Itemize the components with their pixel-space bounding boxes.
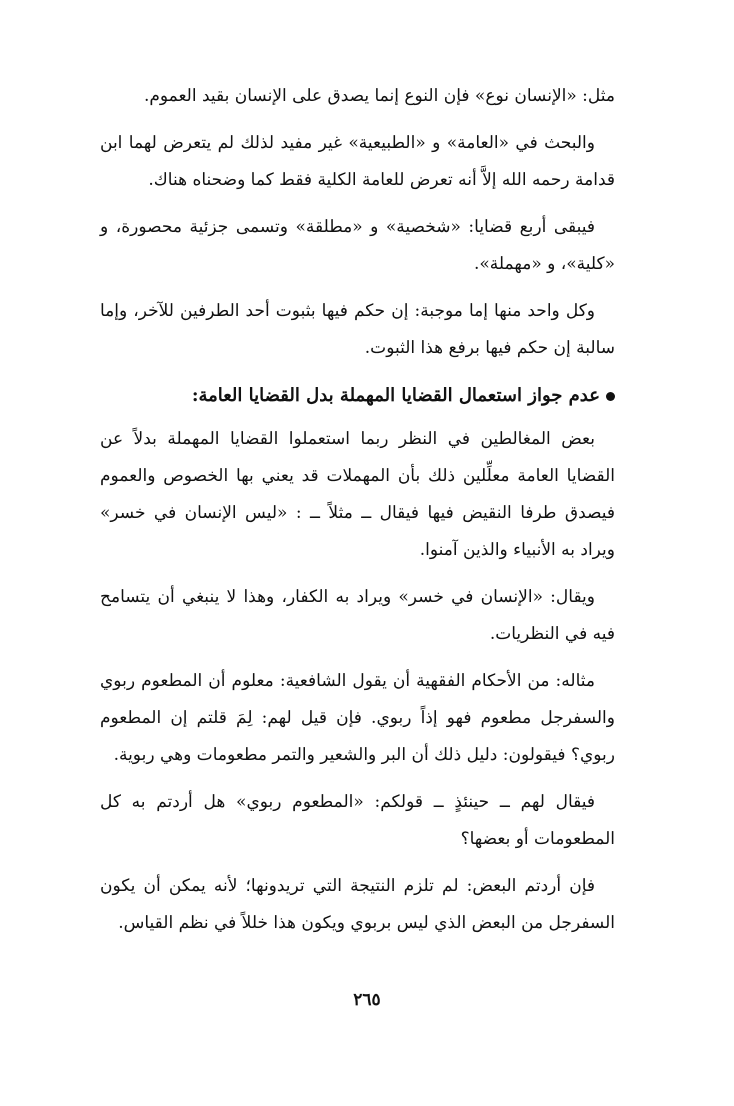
paragraph-sophists bbox=[100, 421, 615, 569]
paragraph-four-propositions-text: فيبقى أربع قضايا: «شخصية» و «مطلقة» وتسمى جزئية محصورة، و «كلية»، و «مهملة». bbox=[100, 217, 615, 274]
page-number: ٢٦٥ bbox=[353, 990, 381, 1010]
section-heading bbox=[100, 377, 615, 415]
paragraph-disbelievers-text: ويقال: «الإنسان في خسر» ويراد به الكفار، وهذا لا ينبغي أن يتسامح فيه في النظريات. bbox=[100, 587, 615, 644]
paragraph-disbelievers bbox=[100, 579, 615, 653]
paragraph-question-text: فيقال لهم ــ حينئذٍ ــ قولكم: «المطعوم ربوي» هل أردتم به كل المطعومات أو بعضها؟ bbox=[100, 792, 615, 849]
section-heading-text: عدم جواز استعمال القضايا المهملة بدل القضايا العامة: bbox=[191, 385, 600, 406]
paragraph-four-propositions bbox=[100, 209, 615, 283]
bullet-icon bbox=[606, 392, 615, 401]
paragraph-affirmative-negative bbox=[100, 293, 615, 367]
paragraph-research-text: والبحث في «العامة» و «الطبيعية» غير مفيد لذلك لم يتعرض لهما ابن قدامة رحمه الله إلاَّ أنه تعرض للعامة الكلية فقط كما وضحناه هناك. bbox=[100, 133, 615, 190]
paragraph-affirmative-negative-text: وكل واحد منها إما موجبة: إن حكم فيها بثبوت أحد الطرفين للآخر، وإما سالبة إن حكم فيها برفع هذا الثبوت. bbox=[100, 301, 615, 358]
paragraph-research bbox=[100, 125, 615, 199]
paragraph-question bbox=[100, 784, 615, 858]
page-body bbox=[100, 78, 615, 952]
paragraph-conclusion-text: فإن أردتم البعض: لم تلزم النتيجة التي تريدونها؛ لأنه يمكن أن يكون السفرجل من البعض الذي ليس بربوي ويكون هذا خللاً في نظم القياس. bbox=[100, 876, 615, 933]
paragraph-fiqh-example-text: مثاله: من الأحكام الفقهية أن يقول الشافعية: معلوم أن المطعوم ربوي والسفرجل مطعوم فهو إذاً ربوي. فإن قيل لهم: لِمَ قلتم إن المطعوم ربوي؟ فيقولون: دليل ذلك أن البر والشعير والتمر مطعومات وهي ربوية. bbox=[100, 671, 615, 765]
paragraph-sophists-text: بعض المغالطين في النظر ربما استعملوا القضايا المهملة بدلاً عن القضايا العامة معلِّلين ذلك بأن المهملات قد يعني بها الخصوص والعموم فيصدق طرفا النقيض فيها فيقال ــ مثلاً ــ : «ليس الإنسان في خسر» ويراد به الأنبياء والذين آمنوا. bbox=[100, 429, 615, 560]
paragraph-example: مثل: «الإنسان نوع» فإن النوع إنما يصدق على الإنسان بقيد العموم. bbox=[143, 86, 615, 106]
paragraph-conclusion bbox=[100, 868, 615, 942]
paragraph-fiqh-example bbox=[100, 663, 615, 774]
